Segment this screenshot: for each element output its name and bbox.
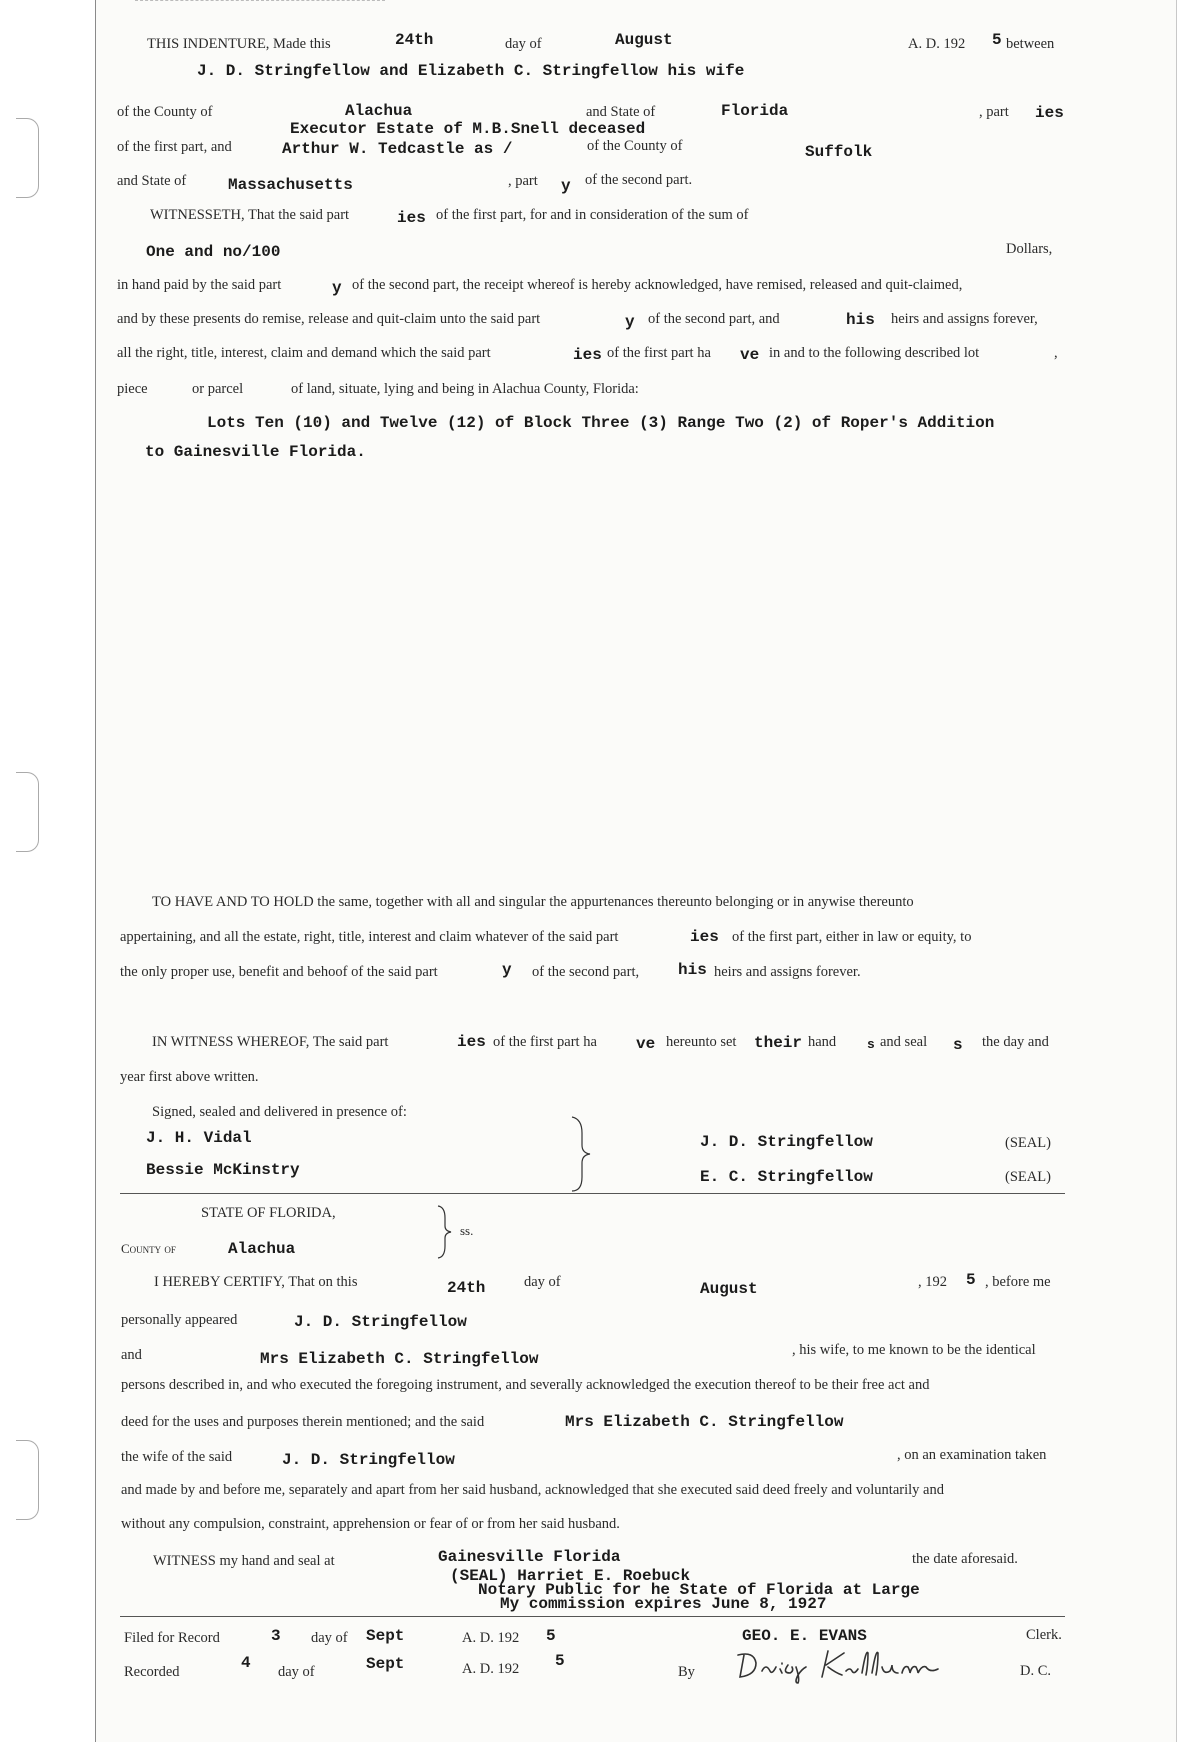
filed-ad: A. D. 192 xyxy=(462,1630,520,1646)
filed-day: 3 xyxy=(271,1627,281,1645)
section-divider-1 xyxy=(120,1193,1065,1194)
habendum-line-3a: the only proper use, benefit and behoof of the said part xyxy=(120,964,438,980)
ack-wife: Mrs Elizabeth C. Stringfellow xyxy=(260,1350,539,1368)
signed-in-presence: Signed, sealed and delivered in presence of: xyxy=(152,1104,407,1120)
ack-month: August xyxy=(700,1280,758,1298)
ack-state: STATE OF FLORIDA, xyxy=(201,1205,336,1221)
recorded-day-of: day of xyxy=(278,1664,315,1680)
signatory-2: E. C. Stringfellow xyxy=(700,1168,873,1186)
land-situate-text: of land, situate, lying and being in Alachua County, Florida: xyxy=(291,381,639,397)
first-part-ha: of the first part ha xyxy=(607,345,711,361)
dollars-label: Dollars, xyxy=(1006,241,1053,257)
ack-wife-tail: , his wife, to me known to be the identical xyxy=(792,1342,1036,1358)
witness-suffix-2: ve xyxy=(636,1035,656,1053)
witness-and-seal: and seal xyxy=(880,1034,928,1050)
habendum-his: his xyxy=(678,961,707,979)
property-description-1: Lots Ten (10) and Twelve (12) of Block Three (3) Range Two (2) of Roper's Addition xyxy=(207,414,995,432)
ack-para-5: without any compulsion, constraint, apprehension or fear of or from her said husband. xyxy=(121,1516,620,1532)
state-label: and State of xyxy=(586,104,656,120)
filed-month: Sept xyxy=(366,1627,405,1645)
parcel-label: or parcel xyxy=(192,381,244,397)
witness-year-first: year first above written. xyxy=(120,1069,259,1085)
first-part-and-label: of the first part, and xyxy=(117,139,232,155)
recorded-year: 5 xyxy=(555,1652,565,1670)
ack-year: 5 xyxy=(966,1271,976,1289)
ack-appeared: personally appeared xyxy=(121,1312,238,1328)
witnesseth-text: WITNESSETH, That the said part xyxy=(150,207,350,223)
recorded-day: 4 xyxy=(241,1654,251,1672)
ack-para-4: and made by and before me, separately and apart from her said husband, acknowledged that she executed said deed freely and voluntarily and xyxy=(121,1482,944,1498)
ack-place: Gainesville Florida xyxy=(438,1548,621,1566)
ack-certify: I HEREBY CERTIFY, That on this xyxy=(154,1274,358,1290)
notary-line-1: (SEAL) Harriet E. Roebuck xyxy=(450,1567,691,1585)
seal-2: (SEAL) xyxy=(1005,1169,1051,1185)
filed-day-of: day of xyxy=(311,1630,348,1646)
habendum-line-3c: heirs and assigns forever. xyxy=(714,964,861,980)
executor-note: Executor Estate of M.B.Snell deceased xyxy=(290,120,646,138)
heirs-text: heirs and assigns forever, xyxy=(891,311,1038,327)
habendum-line-2b: of the first part, either in law or equity, to xyxy=(732,929,972,945)
ack-para-3a: the wife of the said xyxy=(121,1449,233,1465)
first-party-county: Alachua xyxy=(345,102,413,120)
ack-before-me: , before me xyxy=(985,1274,1051,1290)
witness-1-name: J. H. Vidal xyxy=(146,1129,252,1147)
ack-ss: ss. xyxy=(460,1223,474,1238)
habendum-suffix-1: ies xyxy=(690,928,719,946)
witness-suffix-1: ies xyxy=(457,1033,486,1051)
second-part-and: of the second part, and xyxy=(648,311,780,327)
ack-day: 24th xyxy=(447,1279,486,1297)
witness-suffix-4: s xyxy=(953,1036,963,1054)
clerk-label: Clerk. xyxy=(1026,1627,1062,1643)
hand-paid-suffix: y xyxy=(332,279,342,297)
habendum-suffix-2: y xyxy=(502,961,512,979)
consideration-text: of the first part, for and in consideration of the sum of xyxy=(436,207,749,223)
lot-comma: , xyxy=(1054,345,1058,361)
witness-2-name: Bessie McKinstry xyxy=(146,1161,300,1179)
signatory-1: J. D. Stringfellow xyxy=(700,1133,873,1151)
ad-label: A. D. 192 xyxy=(908,36,966,52)
ack-witness-hand: WITNESS my hand and seal at xyxy=(153,1553,335,1569)
deputy-clerk-signature xyxy=(732,1645,962,1685)
section-divider-2 xyxy=(120,1616,1065,1617)
ack-wife-2: Mrs Elizabeth C. Stringfellow xyxy=(565,1413,844,1431)
top-edge-mark xyxy=(135,0,385,3)
ack-and: and xyxy=(121,1347,142,1363)
indenture-intro: THIS INDENTURE, Made this xyxy=(147,36,331,52)
ack-192: , 192 xyxy=(918,1274,947,1290)
punch-hole-bottom xyxy=(16,1440,39,1520)
clerk-name: GEO. E. EVANS xyxy=(742,1627,867,1645)
first-party-state: Florida xyxy=(721,102,789,120)
habendum-line-3b: of the second part, xyxy=(532,964,640,980)
witness-suffix-3: s xyxy=(867,1037,875,1052)
first-parties: J. D. Stringfellow and Elizabeth C. Stringfellow his wife xyxy=(197,62,745,80)
remise-suffix: y xyxy=(625,313,635,331)
punch-hole-middle xyxy=(16,772,39,852)
county-label-2: of the County of xyxy=(587,138,683,154)
described-lot-text: in and to the following described lot xyxy=(769,345,980,361)
dc-label: D. C. xyxy=(1020,1663,1052,1679)
between-label: between xyxy=(1006,36,1055,52)
receipt-text: of the second part, the receipt whereof is hereby acknowledged, have remised, released and quit-claimed, xyxy=(352,277,963,293)
second-part-label: of the second part. xyxy=(585,172,693,188)
hand-paid-text: in hand paid by the said part xyxy=(117,277,282,293)
notary-line-2: Notary Public for he State of Florida at Large xyxy=(478,1581,920,1599)
ack-date-aforesaid: the date aforesaid. xyxy=(912,1551,1018,1567)
state-label-2: and State of xyxy=(117,173,187,189)
witness-day-and: the day and xyxy=(982,1034,1049,1050)
recorded-month: Sept xyxy=(366,1655,405,1673)
ack-para-2: deed for the uses and purposes therein mentioned; and the said xyxy=(121,1414,485,1430)
witness-whereof-c: hereunto set xyxy=(666,1034,737,1050)
indenture-month: August xyxy=(615,31,673,49)
signature-brace xyxy=(568,1115,598,1193)
grantee-name: Arthur W. Tedcastle as / xyxy=(282,140,513,158)
day-of-label: day of xyxy=(505,36,542,52)
indenture-year: 5 xyxy=(992,31,1002,49)
indenture-day: 24th xyxy=(395,31,434,49)
witness-their: their xyxy=(754,1034,803,1052)
witness-hand: hand xyxy=(808,1034,837,1050)
seal-1: (SEAL) xyxy=(1005,1135,1051,1151)
filed-for-record-label: Filed for Record xyxy=(124,1630,220,1646)
piece-label: piece xyxy=(117,381,148,397)
all-right-text: all the right, title, interest, claim and demand which the said part xyxy=(117,345,491,361)
property-description-2: to Gainesville Florida. xyxy=(145,443,366,461)
consideration-amount: One and no/100 xyxy=(146,243,281,261)
remise-text: and by these presents do remise, release and quit-claim unto the said part xyxy=(117,311,541,327)
his-word: his xyxy=(846,311,875,329)
ack-county: Alachua xyxy=(228,1240,296,1258)
ack-husband-2: J. D. Stringfellow xyxy=(282,1451,455,1469)
recorded-label: Recorded xyxy=(124,1664,180,1680)
witnesseth-suffix: ies xyxy=(397,209,426,227)
ack-para-1: persons described in, and who executed the foregoing instrument, and severally acknowledged the execution thereof to be their free act and xyxy=(121,1377,930,1393)
habendum-line-1: TO HAVE AND TO HOLD the same, together with all and singular the appurtenances thereunto belonging or in anywise thereunto xyxy=(152,894,914,910)
part-label-2: , part xyxy=(508,173,538,189)
ack-husband: J. D. Stringfellow xyxy=(294,1313,467,1331)
notary-line-3: My commission expires June 8, 1927 xyxy=(500,1595,827,1613)
ack-day-of: day of xyxy=(524,1274,561,1290)
ack-para-3b: , on an examination taken xyxy=(897,1447,1047,1463)
part-suffix: ies xyxy=(1035,104,1064,122)
grantee-state: Massachusetts xyxy=(228,176,353,194)
have-suffix: ve xyxy=(740,346,760,364)
ack-brace xyxy=(434,1204,458,1260)
part-label: , part xyxy=(979,104,1009,120)
ack-county-label: County of xyxy=(121,1241,176,1256)
county-label: of the County of xyxy=(117,104,213,120)
filed-year: 5 xyxy=(546,1627,556,1645)
recorded-ad: A. D. 192 xyxy=(462,1661,520,1677)
punch-hole-top xyxy=(16,118,39,198)
witness-whereof-b: of the first part ha xyxy=(493,1034,597,1050)
grantee-county: Suffolk xyxy=(805,143,873,161)
part-suffix-2: y xyxy=(561,177,571,195)
witness-whereof-a: IN WITNESS WHEREOF, The said part xyxy=(152,1034,389,1050)
all-right-suffix: ies xyxy=(573,346,602,364)
by-label: By xyxy=(678,1664,695,1680)
habendum-line-2a: appertaining, and all the estate, right, title, interest and claim whatever of the said part xyxy=(120,929,619,945)
